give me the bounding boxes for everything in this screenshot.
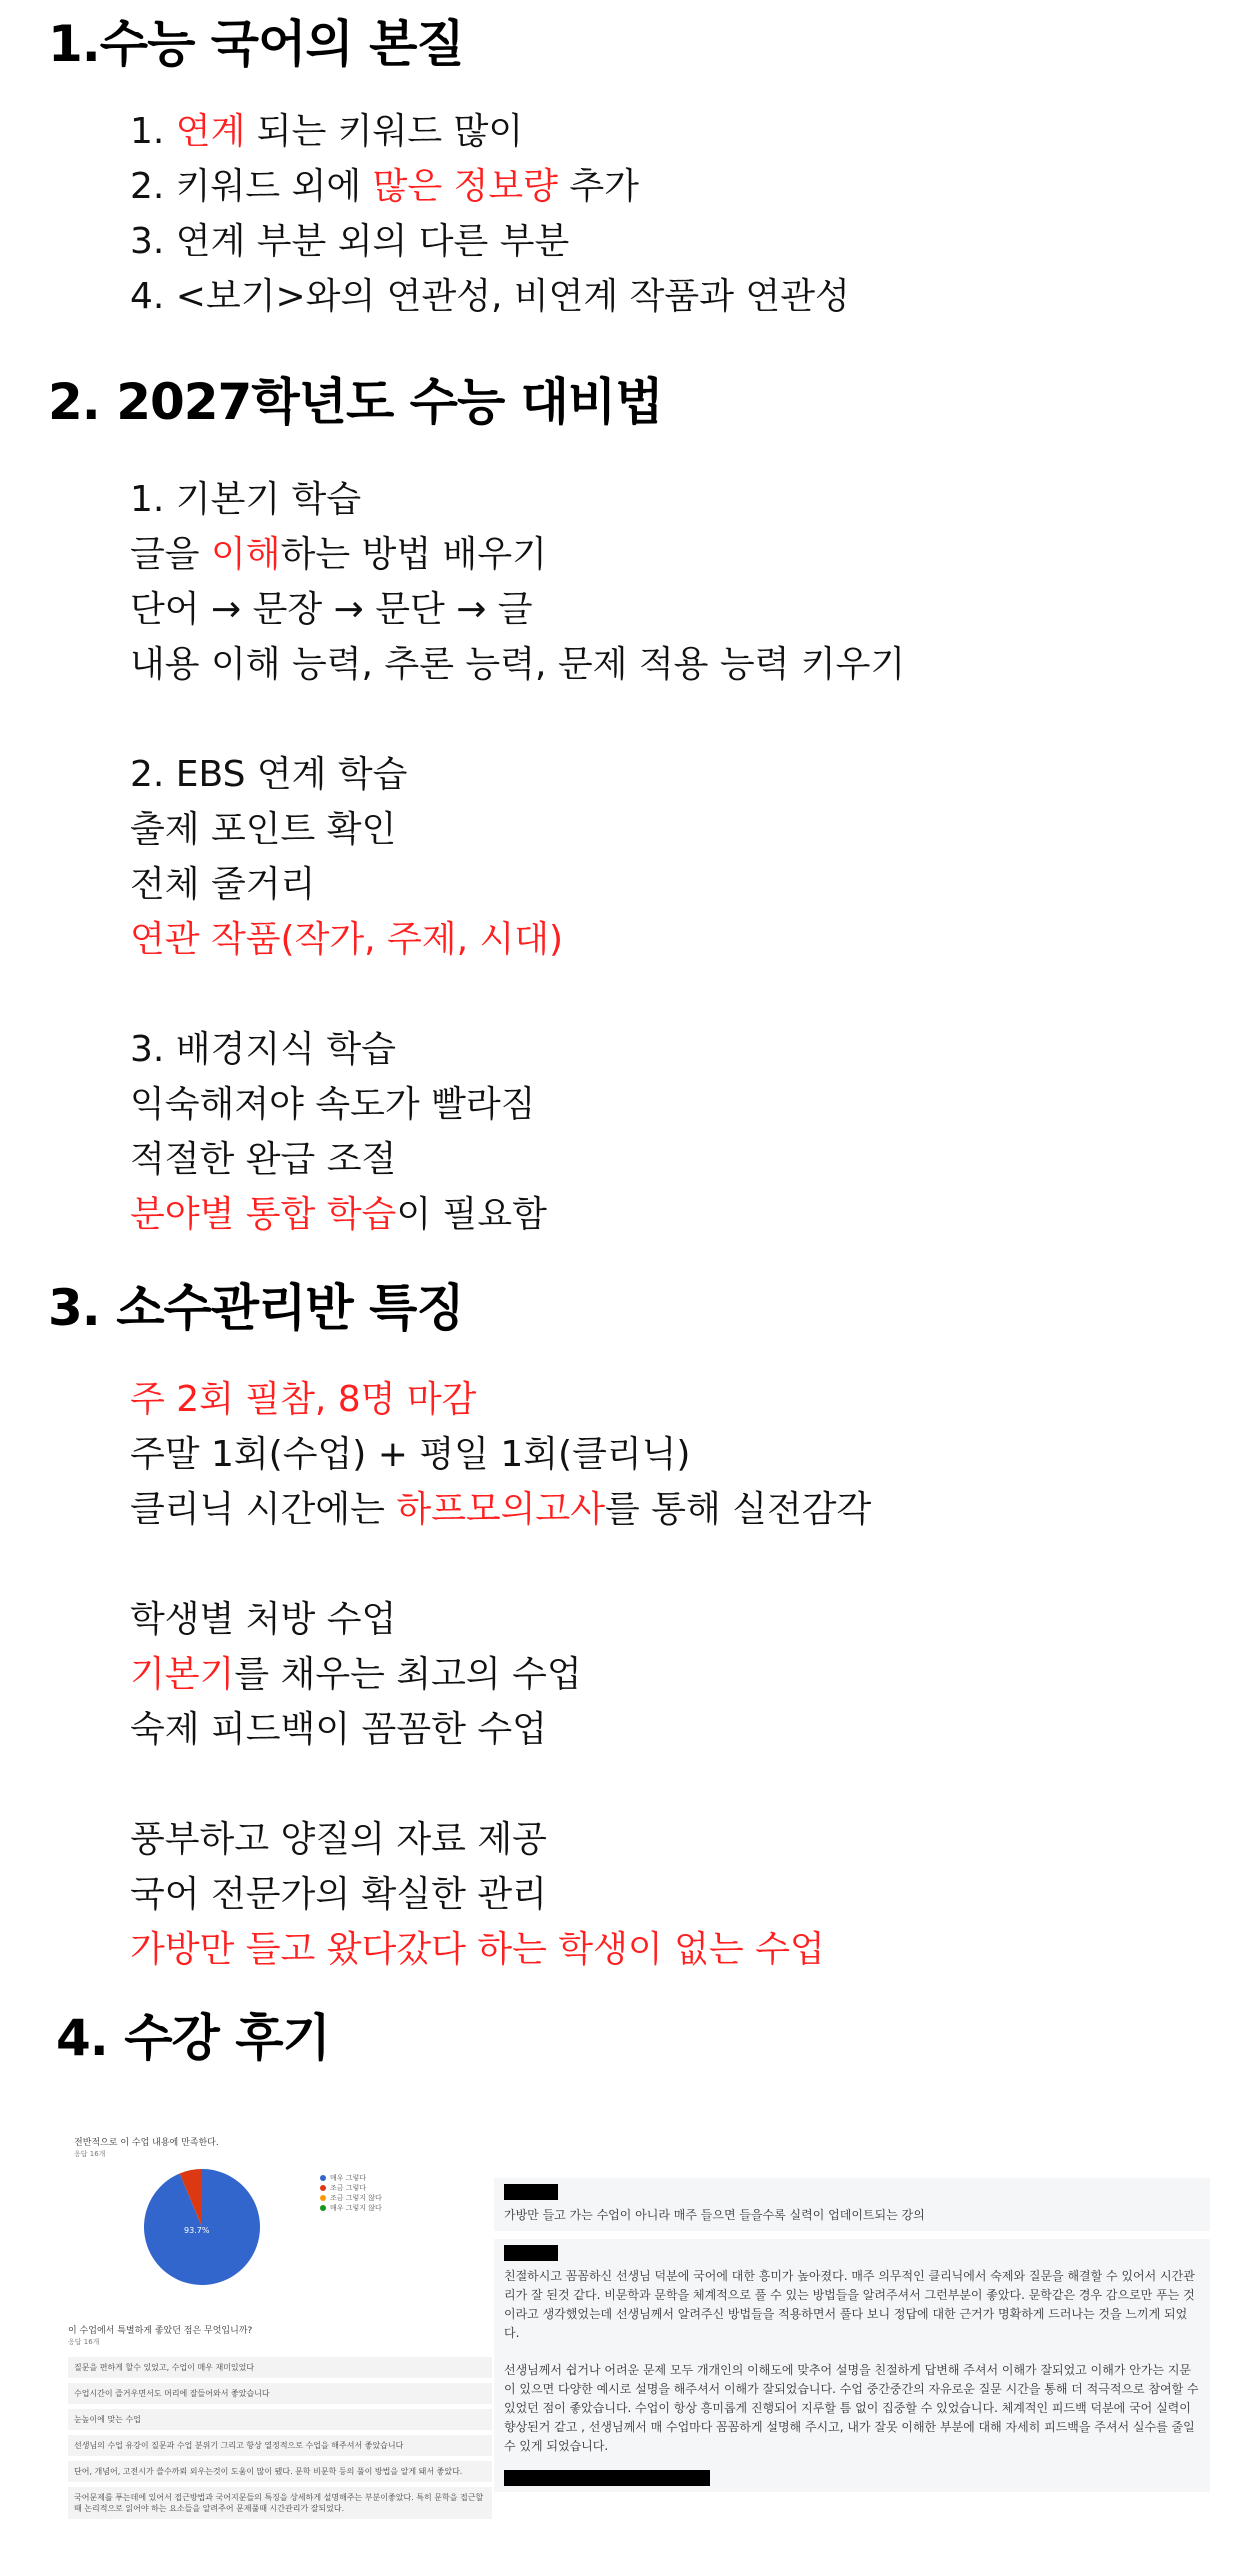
section-1-list bbox=[130, 104, 850, 324]
highlight-text: 연계 bbox=[175, 111, 246, 152]
survey-answer: 질문을 편하게 할수 있었고, 수업이 매우 재미있었다 bbox=[68, 2357, 492, 2378]
list-item bbox=[130, 472, 905, 527]
list-item bbox=[130, 582, 905, 637]
line-text: 글을 bbox=[130, 534, 211, 575]
list-item bbox=[130, 1537, 871, 1592]
legend-item bbox=[320, 2173, 382, 2183]
list-item bbox=[130, 1482, 871, 1537]
list-item bbox=[130, 967, 905, 1022]
list-item bbox=[130, 527, 905, 582]
highlight-text: 주 2회 필참, 8명 마감 bbox=[130, 1379, 477, 1420]
list-item bbox=[130, 1702, 871, 1757]
line-text: 클리닉 시간에는 bbox=[130, 1489, 397, 1530]
redacted-name bbox=[504, 2470, 710, 2486]
line-text: 학생별 처방 수업 bbox=[130, 1599, 397, 1640]
line-text: 전체 줄거리 bbox=[130, 864, 316, 905]
list-item bbox=[130, 747, 905, 802]
survey-screenshot bbox=[62, 2125, 492, 2545]
legend-swatch bbox=[320, 2195, 326, 2201]
highlight-text: 분야별 통합 학습 bbox=[130, 1194, 397, 1235]
review-text: 가방만 들고 가는 수업이 아니라 매주 들으면 들을수록 실력이 업데이트되는 강의 bbox=[504, 2208, 925, 2222]
survey-response-count-1: 응답 16개 bbox=[74, 2150, 106, 2158]
list-item bbox=[130, 159, 850, 214]
line-text: 2. EBS 연계 학습 bbox=[130, 754, 408, 795]
section-title-4: 4. 수강 후기 bbox=[56, 2009, 330, 2067]
legend-label: 조금 그렇다 bbox=[330, 2184, 367, 2192]
legend-label: 매우 그렇다 bbox=[330, 2174, 367, 2182]
line-text: 2. 키워드 외에 bbox=[130, 166, 373, 207]
list-item bbox=[130, 912, 905, 967]
highlight-text: 연관 작품(작가, 주제, 시대) bbox=[130, 919, 564, 960]
list-item bbox=[130, 1187, 905, 1242]
survey-answer: 눈높이에 맞는 수업 bbox=[68, 2409, 492, 2430]
list-item bbox=[130, 637, 905, 692]
line-text: 되는 키워드 많이 bbox=[245, 111, 524, 152]
list-item bbox=[130, 1132, 905, 1187]
highlight-text: 많은 정보량 bbox=[372, 166, 558, 207]
list-item bbox=[130, 1647, 871, 1702]
pie-legend bbox=[320, 2173, 382, 2213]
list-item bbox=[130, 214, 850, 269]
survey-question-2: 이 수업에서 특별하게 좋았던 점은 무엇입니까? bbox=[68, 2326, 253, 2336]
survey-answer-list bbox=[68, 2357, 492, 2524]
list-item bbox=[130, 1427, 871, 1482]
survey-answer: 선생님의 수업 유강이 질문과 수업 분위기 그리고 항상 열정적으로 수업을 해주셔서 좋았습니다 bbox=[68, 2435, 492, 2456]
line-text: 숙제 피드백이 꼼꼼한 수업 bbox=[130, 1709, 547, 1750]
section-title-1: 1.수능 국어의 본질 bbox=[48, 15, 464, 73]
satisfaction-pie-chart bbox=[142, 2167, 262, 2287]
survey-answer: 국어문제를 푸는데에 있어서 접근방법과 국어지문들의 특징을 상세하게 설명해주는 부분이좋았다. 특히 문학을 접근할때 논리적으로 읽어야 하는 요소들을 알려주어 문제풀때 시간관리가 잘되었다. bbox=[68, 2487, 492, 2519]
legend-swatch bbox=[320, 2175, 326, 2181]
list-item bbox=[130, 1757, 871, 1812]
line-text: 출제 포인트 확인 bbox=[130, 809, 397, 850]
legend-swatch bbox=[320, 2185, 326, 2191]
line-text: 3. 연계 부분 외의 다른 부분 bbox=[130, 221, 570, 262]
legend-item bbox=[320, 2193, 382, 2203]
list-item bbox=[130, 857, 905, 912]
review-text: 선생님께서 쉽거나 어려운 문제 모두 개개인의 이해도에 맞추어 설명을 친절하게 답변해 주셔서 이해가 잘되었고 이해가 안가는 지문이 있으면 다양한 예시로 설명을 해주셔서 이해가 잘되었습니다. 수업 중간중간의 자유로운 질문 시간을 통해 더 적극적으로 참여할 수 있었던 점이 좋았습니다. 수업이 항상 흥미롭게 진행되어 지루할 틈 없이 집중할 수 있었습니다. 체계적인 피드백 덕분에 국어 실력이 향상된거 같고 , 선생님께서 매 수업마다 꼼꼼하게 설명해 주시고, 내가 잘못 이해한 부분에 대해 자세히 피드백을 주셔서 실수를 줄일 수 있게 되었습니다. bbox=[504, 2363, 1199, 2453]
line-text: 1. bbox=[130, 111, 176, 152]
line-text: 익숙해져야 속도가 빨라짐 bbox=[130, 1084, 536, 1125]
line-text: 추가 bbox=[557, 166, 639, 207]
line-text: 하는 방법 배우기 bbox=[280, 534, 547, 575]
list-item bbox=[130, 692, 905, 747]
legend-item bbox=[320, 2203, 382, 2213]
highlight-text: 가방만 들고 왔다갔다 하는 학생이 없는 수업 bbox=[130, 1929, 825, 1970]
list-item bbox=[130, 1372, 871, 1427]
redacted-name bbox=[504, 2184, 558, 2200]
section-3-list bbox=[130, 1372, 871, 1977]
redacted-name bbox=[504, 2245, 558, 2261]
line-text: 국어 전문가의 확실한 관리 bbox=[130, 1874, 547, 1915]
highlight-text: 이해 bbox=[211, 534, 281, 575]
list-item bbox=[130, 1867, 871, 1922]
line-text: 를 채우는 최고의 수업 bbox=[234, 1654, 582, 1695]
list-item bbox=[130, 1077, 905, 1132]
line-text: 3. 배경지식 학습 bbox=[130, 1029, 396, 1070]
list-item bbox=[130, 1592, 871, 1647]
list-item bbox=[130, 1022, 905, 1077]
legend-label: 조금 그렇지 않다 bbox=[330, 2194, 382, 2202]
pie-percent-label: 93.7% bbox=[184, 2226, 210, 2235]
list-item bbox=[130, 1812, 871, 1867]
review-card bbox=[494, 2239, 1210, 2492]
line-text: 를 통해 실전감각 bbox=[604, 1489, 872, 1530]
legend-label: 매우 그렇지 않다 bbox=[330, 2204, 382, 2212]
list-item bbox=[130, 269, 850, 324]
highlight-text: 하프모의고사 bbox=[396, 1489, 605, 1530]
list-item bbox=[130, 802, 905, 857]
line-text: 적절한 완급 조절 bbox=[130, 1139, 397, 1180]
section-2-list bbox=[130, 472, 905, 1242]
survey-answer: 단어, 개념어, 고전시가 쓸수까뢰 외우는것이 도움이 많이 됐다. 문학 비문학 등의 풀이 방법을 알게 돼서 좋았다. bbox=[68, 2461, 492, 2482]
highlight-text: 기본기 bbox=[130, 1654, 235, 1695]
line-text: 내용 이해 능력, 추론 능력, 문제 적용 능력 키우기 bbox=[130, 644, 906, 685]
survey-question-1: 전반적으로 이 수업 내용에 만족한다. bbox=[74, 2138, 219, 2148]
line-text: 주말 1회(수업) + 평일 1회(클리닉) bbox=[130, 1434, 691, 1475]
legend-swatch bbox=[320, 2205, 326, 2211]
review-comments bbox=[494, 2178, 1210, 2500]
list-item bbox=[130, 104, 850, 159]
survey-answer: 수업시간이 즐거우면서도 머리에 잘들어와서 좋았습니다 bbox=[68, 2383, 492, 2404]
survey-response-count-2: 응답 16개 bbox=[68, 2338, 100, 2346]
review-text: 친절하시고 꼼꼼하신 선생님 덕분에 국어에 대한 흥미가 높아졌다. 매주 의무적인 클리닉에서 숙제와 질문을 해결할 수 있어서 시간관리가 잘 된것 같다. 비문학과 문학을 체계적으로 풀 수 있는 방법들을 알려주셔서 그런부분이 좋았다. 문학같은 경우 감으로만 푸는 것이라고 생각했었는데 선생님께서 알려주신 방법들을 적용하면서 풀다 보니 정답에 대한 근거가 명확하게 드러나는 것을 느끼게 되었다. bbox=[504, 2269, 1195, 2340]
line-text: 1. 기본기 학습 bbox=[130, 479, 362, 520]
review-card bbox=[494, 2178, 1210, 2231]
line-text: 이 필요함 bbox=[396, 1194, 547, 1235]
legend-item bbox=[320, 2183, 382, 2193]
section-title-3: 3. 소수관리반 특징 bbox=[48, 1279, 464, 1337]
line-text: 풍부하고 양질의 자료 제공 bbox=[130, 1819, 547, 1860]
line-text: 단어 → 문장 → 문단 → 글 bbox=[130, 589, 533, 630]
section-title-2: 2. 2027학년도 수능 대비법 bbox=[48, 373, 663, 431]
line-text: 4. <보기>와의 연관성, 비연계 작품과 연관성 bbox=[130, 276, 850, 317]
list-item bbox=[130, 1922, 871, 1977]
